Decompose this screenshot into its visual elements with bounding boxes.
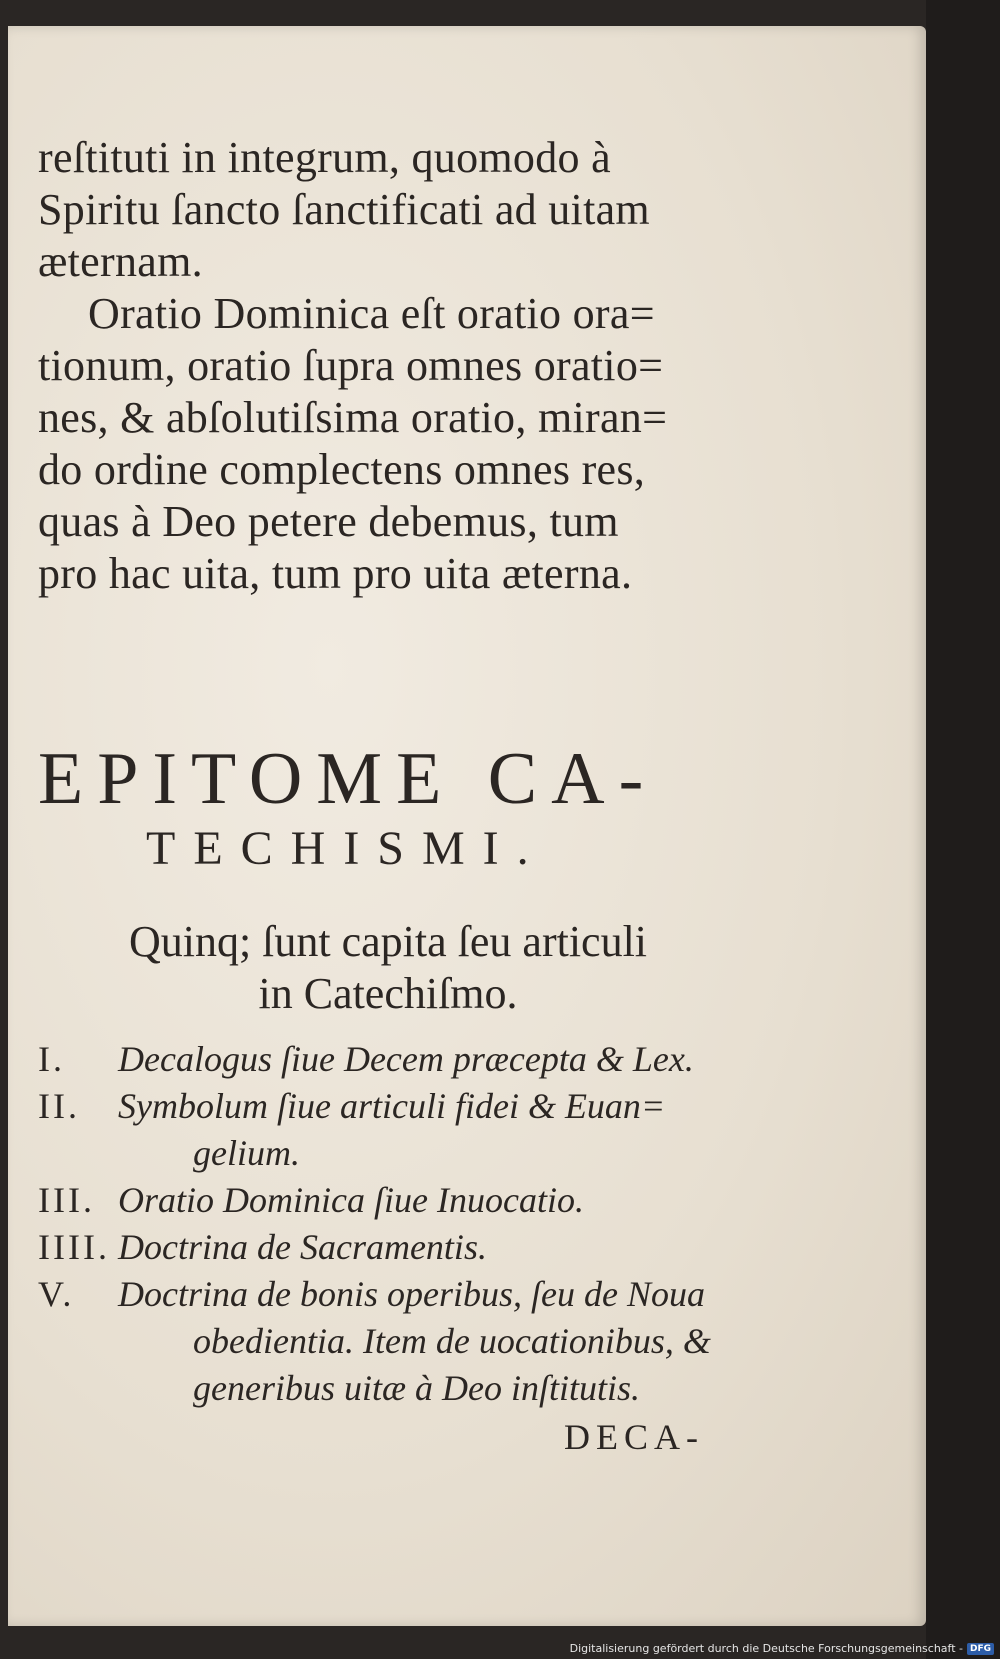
list-continuation: generibus uitæ à Deo inſtitutis. — [193, 1368, 640, 1408]
subtitle-line-2: in Catechiſmo. — [258, 969, 518, 1018]
paragraph-2 — [38, 288, 708, 600]
footer-text: Digitalisierung gefördert durch die Deutsche Forschungsgemeinschaft - — [569, 1642, 963, 1655]
book-page — [8, 26, 926, 1626]
book-spine — [926, 0, 1000, 1659]
list-number: II. — [38, 1086, 80, 1126]
text-line: Spiritu ſancto ſanctificati ad uitam — [38, 185, 650, 234]
text-line: quas à Deo petere debemus, tum — [38, 497, 619, 546]
text-line: pro hac uita, tum pro uita æterna. — [38, 549, 633, 598]
text-line: æternam. — [38, 237, 203, 286]
footer-credit — [570, 1642, 994, 1655]
subtitle — [88, 916, 688, 1020]
subtitle-line-1: Quinq; ſunt capita ſeu articuli — [128, 917, 648, 966]
list-number: I. — [38, 1039, 65, 1079]
list-item — [38, 1224, 718, 1271]
text-line: reſtituti in integrum, quomodo à — [38, 133, 611, 182]
title-line-2: TECHISMI. — [146, 822, 547, 875]
list-item — [38, 1271, 718, 1318]
list-continuation: gelium. — [193, 1133, 300, 1173]
list-item — [38, 1083, 718, 1130]
dfg-logo: DFG — [967, 1643, 994, 1655]
list-text: Doctrina de Sacramentis. — [118, 1227, 487, 1267]
list-text: Doctrina de bonis operibus, ſeu de Noua — [118, 1274, 705, 1314]
list-number: IIII. — [38, 1227, 110, 1267]
article-list — [38, 1036, 718, 1412]
paragraph-1 — [38, 132, 708, 288]
list-text: Decalogus ſiue Decem præcepta & Lex. — [118, 1039, 694, 1079]
list-number: III. — [38, 1180, 95, 1220]
list-item — [38, 1036, 718, 1083]
text-line: Oratio Dominica eſt oratio ora= — [88, 289, 655, 338]
text-line: do ordine complectens omnes res, — [38, 445, 646, 494]
list-text: Oratio Dominica ſiue Inuocatio. — [118, 1180, 584, 1220]
list-item — [38, 1177, 718, 1224]
text-line: tionum, oratio ſupra omnes oratio= — [38, 341, 664, 390]
list-text: Symbolum ſiue articuli fidei & Euan= — [118, 1086, 666, 1126]
text-line: nes, & abſolutiſsima oratio, miran= — [38, 393, 668, 442]
catchword: DECA- — [564, 1417, 704, 1457]
list-continuation: obedientia. Item de uocationibus, & — [193, 1321, 711, 1361]
title-line-1: EPITOME CA- — [38, 738, 658, 820]
list-number: V. — [38, 1274, 75, 1314]
